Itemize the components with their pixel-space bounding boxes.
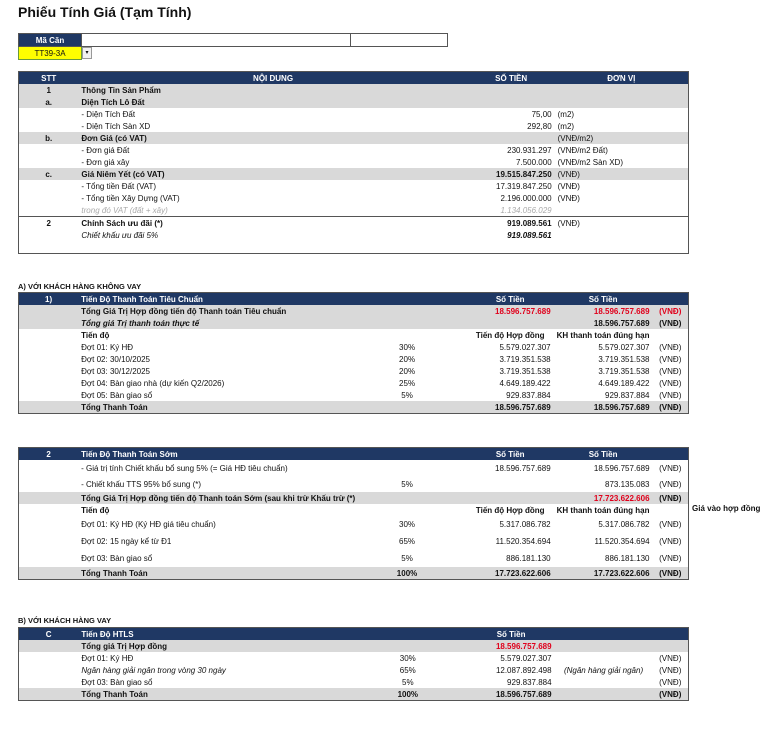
payment-amount-ontime: 4.649.189.422 bbox=[598, 378, 650, 388]
payment-pct: 65% bbox=[399, 537, 416, 546]
unit-code-box bbox=[18, 33, 448, 60]
t3-sum-row: Tổng Thanh Toán 100% 18.596.757.689 (VNĐ) bbox=[19, 688, 689, 701]
early-payment-table: 2 Tiến Độ Thanh Toán Sớm Số Tiền Số Tiền - Giá trị tính Chiết khấu bổ sung 5% (= Giá HĐ tiêu chuẩn) 18.596.757.689 18.596.757.689 (VNĐ) - Chiết khấu TTS 95% bổ sung (*) 5% 873.135.083 (VNĐ) Tổng Giá Trị Hợp đồng tiến độ Thanh toán Sớm (sau khi trừ Khấu trừ (*) 17.723.622.606 (VNĐ) Tiến độ Tiến độ Hợp đồng KH thanh toán đúng hạn Đợt 01: Ký HĐ (Ký HĐ giá tiêu chuẩn) 30% 5.317.086.782 5.317.086.782 (VNĐ) Đợt 02: 15 ngày kể từ Đ1 65% 11.520.354.694 11.520.354.694 (VNĐ) Đợt 03: Bàn giao sổ 5% 886.181.130 886.181.130 (VNĐ) Tổng Thanh Toán 100% 17.723.622.606 17.723.622.606 (VNĐ) bbox=[18, 447, 689, 580]
payment-pct: 65% bbox=[399, 665, 416, 675]
payment-unit: (VNĐ) bbox=[659, 366, 682, 376]
payment-row bbox=[19, 533, 689, 550]
main-table-row bbox=[19, 204, 689, 217]
row-amount bbox=[468, 96, 555, 108]
unit-code-select[interactable]: TT39-3A bbox=[19, 47, 82, 60]
row-unit: (VNĐ) bbox=[557, 218, 580, 228]
payment-amount: 886.181.130 bbox=[506, 554, 551, 563]
t1-actual-row: Tổng giá Trị thanh toán thực tế 18.596.757.689 (VNĐ) bbox=[19, 317, 689, 329]
payment-desc: Ngân hàng giải ngân trong vòng 30 ngày bbox=[81, 665, 226, 675]
row-stt bbox=[19, 144, 79, 156]
t1-title: Tiến Độ Thanh Toán Tiêu Chuẩn bbox=[78, 293, 467, 306]
main-table-row bbox=[19, 84, 689, 96]
row-description: - Tổng tiền Xây Dựng (VAT) bbox=[81, 193, 180, 203]
payment-row bbox=[19, 341, 689, 353]
row-unit: (m2) bbox=[557, 121, 575, 131]
t3-rows bbox=[19, 652, 689, 688]
payment-row bbox=[19, 652, 689, 664]
row-amount: 1.134.056.029 bbox=[500, 205, 552, 215]
payment-unit: (VNĐ) bbox=[659, 653, 682, 663]
row-description: - Đơn giá xây bbox=[81, 157, 130, 167]
row-description: trong đó VAT (đất + xây) bbox=[81, 205, 168, 215]
payment-note: (Ngân hàng giải ngân) bbox=[563, 665, 644, 675]
payment-amount: 3.719.351.538 bbox=[499, 366, 551, 376]
row-unit bbox=[555, 96, 689, 108]
main-table-row bbox=[19, 192, 689, 204]
payment-amount: 5.579.027.307 bbox=[499, 342, 551, 352]
standard-payment-table: 1) Tiến Độ Thanh Toán Tiêu Chuẩn Số Tiền Số Tiền Tổng Giá Trị Hợp đồng tiến độ Thanh toán Tiêu chuẩn 18.596.757.689 18.596.757.689 (VNĐ) Tổng giá Trị thanh toán thực tế 18.596.757.689 (VNĐ) Tiến độ Tiến độ Hợp đồng KH thanh toán đúng hạn Đợt 01: Ký HĐ 30% 5.579.027.307 5.579.027.307 (VNĐ) Đợt 02: 30/10/2025 20% 3.719.351.538 3.719.351.538 (VNĐ) Đợt 03: 30/12/2025 20% 3.719.351.538 3.719.351.538 (VNĐ) Đợt 04: Bàn giao nhà (dự kiến Q2/2026) 25% 4.649.189.422 4.649.189.422 (VNĐ) Đợt 05: Bàn giao sổ 5% 929.837.884 929.837.884 (VNĐ) Tổng Thanh Toán 18.596.757.689 18.596.757.689 (VNĐ) bbox=[18, 292, 689, 414]
row-description: Thông Tin Sản Phẩm bbox=[78, 84, 467, 96]
payment-unit: (VNĐ) bbox=[659, 378, 682, 388]
payment-unit: (VNĐ) bbox=[659, 390, 682, 400]
payment-row bbox=[19, 676, 689, 688]
t2-sub-header: Tiến độ Tiến độ Hợp đồng KH thanh toán đúng hạn bbox=[81, 505, 650, 515]
t1-total-row: Tổng Giá Trị Hợp đồng tiến độ Thanh toán Tiêu chuẩn 18.596.757.689 18.596.757.689 (VNĐ) bbox=[19, 305, 689, 317]
t2-rows bbox=[19, 516, 689, 567]
payment-unit: (VNĐ) bbox=[659, 554, 682, 563]
section-a-title: A) VỚI KHÁCH HÀNG KHÔNG VAY bbox=[18, 282, 142, 291]
t3-stt: C bbox=[19, 628, 79, 641]
row-description: Giá Niêm Yết (có VAT) bbox=[78, 168, 467, 180]
product-info-table bbox=[18, 71, 689, 254]
payment-desc: Đợt 01: Ký HĐ bbox=[81, 653, 134, 663]
main-table-row bbox=[19, 96, 689, 108]
payment-unit: (VNĐ) bbox=[659, 537, 682, 546]
row-description: Chiết khấu ưu đãi 5% bbox=[81, 230, 159, 240]
payment-amount-ontime: 929.837.884 bbox=[605, 390, 650, 400]
payment-amount: 12.087.892.498 bbox=[495, 665, 552, 675]
row-unit: (m2) bbox=[557, 109, 575, 119]
payment-row bbox=[19, 389, 689, 401]
payment-unit: (VNĐ) bbox=[659, 665, 682, 675]
row-amount: 17.319.847.250 bbox=[496, 181, 552, 191]
main-table-row bbox=[19, 144, 689, 156]
main-table-row bbox=[19, 180, 689, 192]
row-description: Đơn Giá (có VAT) bbox=[78, 132, 467, 144]
t2-total-row: Tổng Giá Trị Hợp đồng tiến độ Thanh toán Sớm (sau khi trừ Khấu trừ (*) 17.723.622.606 (VNĐ) bbox=[19, 492, 689, 504]
row-unit: (VNĐ) bbox=[557, 193, 580, 203]
row-amount bbox=[468, 132, 555, 144]
payment-pct: 20% bbox=[399, 354, 416, 364]
payment-desc: Đợt 04: Bàn giao nhà (dự kiến Q2/2026) bbox=[81, 378, 225, 388]
payment-unit: (VNĐ) bbox=[659, 342, 682, 352]
row-description: - Tổng tiền Đất (VAT) bbox=[81, 181, 157, 191]
t2-sum-row: Tổng Thanh Toán 100% 17.723.622.606 17.723.622.606 (VNĐ) bbox=[19, 567, 689, 580]
payment-amount: 11.520.354.694 bbox=[495, 537, 551, 546]
payment-pct: 25% bbox=[399, 378, 416, 388]
payment-desc: Đợt 01: Ký HĐ bbox=[81, 342, 134, 352]
row-description: - Đơn giá Đất bbox=[81, 145, 130, 155]
payment-desc: Đợt 02: 30/10/2025 bbox=[81, 354, 150, 364]
t1-rows bbox=[19, 341, 689, 401]
payment-amount-ontime: 5.579.027.307 bbox=[598, 342, 650, 352]
payment-row bbox=[19, 353, 689, 365]
payment-amount: 3.719.351.538 bbox=[499, 354, 551, 364]
row-description: Diện Tích Lô Đất bbox=[78, 96, 467, 108]
main-table-row bbox=[19, 108, 689, 120]
payment-amount: 929.837.884 bbox=[506, 390, 551, 400]
main-table-row bbox=[19, 229, 689, 241]
row-unit bbox=[555, 204, 689, 217]
t3-total-row: Tổng giá Trị Hợp đồng 18.596.757.689 bbox=[19, 640, 689, 652]
payment-amount-ontime: 3.719.351.538 bbox=[598, 366, 650, 376]
row-stt bbox=[19, 192, 79, 204]
row-stt bbox=[19, 180, 79, 192]
payment-amount-ontime: 11.520.354.694 bbox=[594, 537, 650, 546]
page-title: Phiếu Tính Giá (Tạm Tính) bbox=[18, 4, 192, 20]
row-amount: 230.931.297 bbox=[507, 145, 552, 155]
t2-stt: 2 bbox=[19, 448, 79, 461]
t2-title: Tiến Độ Thanh Toán Sớm bbox=[78, 448, 467, 461]
payment-desc: Đợt 05: Bàn giao sổ bbox=[81, 390, 153, 400]
payment-row bbox=[19, 550, 689, 567]
payment-row bbox=[19, 664, 689, 676]
row-unit: (VNĐ) bbox=[555, 168, 689, 180]
row-stt: b. bbox=[19, 132, 79, 144]
unit-code-label: Mã Căn bbox=[19, 34, 82, 47]
row-unit: (VNĐ) bbox=[557, 181, 580, 191]
payment-row bbox=[19, 377, 689, 389]
payment-pct: 20% bbox=[399, 366, 416, 376]
payment-unit: (VNĐ) bbox=[659, 354, 682, 364]
payment-pct: 30% bbox=[399, 653, 416, 663]
payment-note bbox=[555, 652, 653, 664]
t2-row2: - Chiết khấu TTS 95% bổ sung (*) 5% 873.135.083 (VNĐ) bbox=[81, 479, 682, 489]
payment-pct: 5% bbox=[402, 677, 414, 687]
payment-desc: Đợt 03: Bàn giao sổ bbox=[81, 677, 153, 687]
payment-amount-ontime: 3.719.351.538 bbox=[598, 354, 650, 364]
main-table-row bbox=[19, 217, 689, 230]
row-stt: 2 bbox=[46, 218, 51, 228]
payment-amount: 5.317.086.782 bbox=[499, 520, 551, 529]
row-stt bbox=[19, 156, 79, 168]
row-amount: 75,00 bbox=[531, 109, 552, 119]
section-b-title: B) VỚI KHÁCH HÀNG VAY bbox=[18, 616, 112, 625]
dropdown-arrow-icon[interactable]: ▾ bbox=[82, 47, 92, 59]
payment-unit: (VNĐ) bbox=[659, 677, 682, 687]
main-table-body bbox=[19, 84, 689, 254]
payment-unit: (VNĐ) bbox=[659, 520, 682, 529]
payment-pct: 30% bbox=[399, 342, 416, 352]
payment-desc: Đợt 03: Bàn giao sổ bbox=[81, 554, 153, 563]
t2-row1: - Giá trị tính Chiết khấu bổ sung 5% (= Giá HĐ tiêu chuẩn) 18.596.757.689 18.596.757.689 (VNĐ) bbox=[81, 463, 682, 473]
row-stt: c. bbox=[19, 168, 79, 180]
t3-title: Tiến Độ HTLS bbox=[78, 628, 467, 641]
payment-amount-ontime: 886.181.130 bbox=[605, 554, 650, 563]
row-stt: 1 bbox=[19, 84, 79, 96]
contract-price-note: Giá vào hợp đồng bbox=[692, 504, 761, 513]
t1-sub-header: Tiến độ Tiến độ Hợp đồng KH thanh toán đúng hạn bbox=[81, 330, 650, 340]
payment-amount: 929.837.884 bbox=[507, 677, 552, 687]
t1-stt: 1) bbox=[19, 293, 79, 306]
payment-pct: 5% bbox=[401, 390, 413, 400]
main-table-header: STT NỘI DUNG SỐ TIỀN ĐƠN VỊ bbox=[19, 72, 689, 85]
loan-payment-table: C Tiến Độ HTLS Số Tiền Tổng giá Trị Hợp đồng 18.596.757.689 Đợt 01: Ký HĐ 30% 5.579.027.307 (VNĐ) Ngân hàng giải ngân trong vòng 30 ngày 65% 12.087.892.498 (Ngân hàng giải ngân) (VNĐ) Đợt 03: Bàn giao sổ 5% 929.837.884 (VNĐ) Tổng Thanh Toán 100% 18.596.757.689 (VNĐ) bbox=[18, 627, 689, 701]
row-unit bbox=[555, 229, 689, 241]
payment-amount: 4.649.189.422 bbox=[499, 378, 551, 388]
row-amount: 919.089.561 bbox=[507, 230, 552, 240]
payment-pct: 30% bbox=[399, 520, 416, 529]
payment-pct: 5% bbox=[401, 554, 413, 563]
payment-note bbox=[555, 676, 653, 688]
row-unit: (VNĐ/m2 Sàn XD) bbox=[557, 157, 623, 167]
row-unit: (VNĐ/m2 Đất) bbox=[557, 145, 608, 155]
payment-row bbox=[19, 516, 689, 533]
row-amount: 292,80 bbox=[527, 121, 552, 131]
row-amount: 2.196.000.000 bbox=[500, 193, 552, 203]
row-stt: a. bbox=[19, 96, 79, 108]
payment-amount-ontime: 5.317.086.782 bbox=[598, 520, 650, 529]
main-table-row bbox=[19, 132, 689, 144]
row-amount: 19.515.847.250 bbox=[468, 168, 555, 180]
payment-desc: Đợt 02: 15 ngày kể từ Đ1 bbox=[81, 537, 172, 546]
row-description: - Diện Tích Đất bbox=[81, 109, 136, 119]
row-amount bbox=[468, 84, 555, 96]
payment-desc: Đợt 01: Ký HĐ (Ký HĐ giá tiêu chuẩn) bbox=[81, 520, 216, 529]
row-description: - Diện Tích Sàn XD bbox=[81, 121, 151, 131]
row-stt bbox=[19, 204, 79, 217]
row-stt bbox=[19, 108, 79, 120]
row-description: Chính Sách ưu đãi (*) bbox=[81, 218, 163, 228]
row-amount: 919.089.561 bbox=[507, 218, 552, 228]
payment-row bbox=[19, 365, 689, 377]
payment-desc: Đợt 03: 30/12/2025 bbox=[81, 366, 150, 376]
t1-sum-row: Tổng Thanh Toán 18.596.757.689 18.596.757.689 (VNĐ) bbox=[19, 401, 689, 414]
row-unit bbox=[555, 84, 689, 96]
row-amount: 7.500.000 bbox=[516, 157, 552, 167]
row-unit: (VNĐ/m2) bbox=[555, 132, 689, 144]
main-table-row bbox=[19, 168, 689, 180]
payment-amount: 5.579.027.307 bbox=[500, 653, 552, 663]
row-stt bbox=[19, 229, 79, 241]
main-table-row bbox=[19, 156, 689, 168]
row-stt bbox=[19, 120, 79, 132]
main-table-row bbox=[19, 120, 689, 132]
